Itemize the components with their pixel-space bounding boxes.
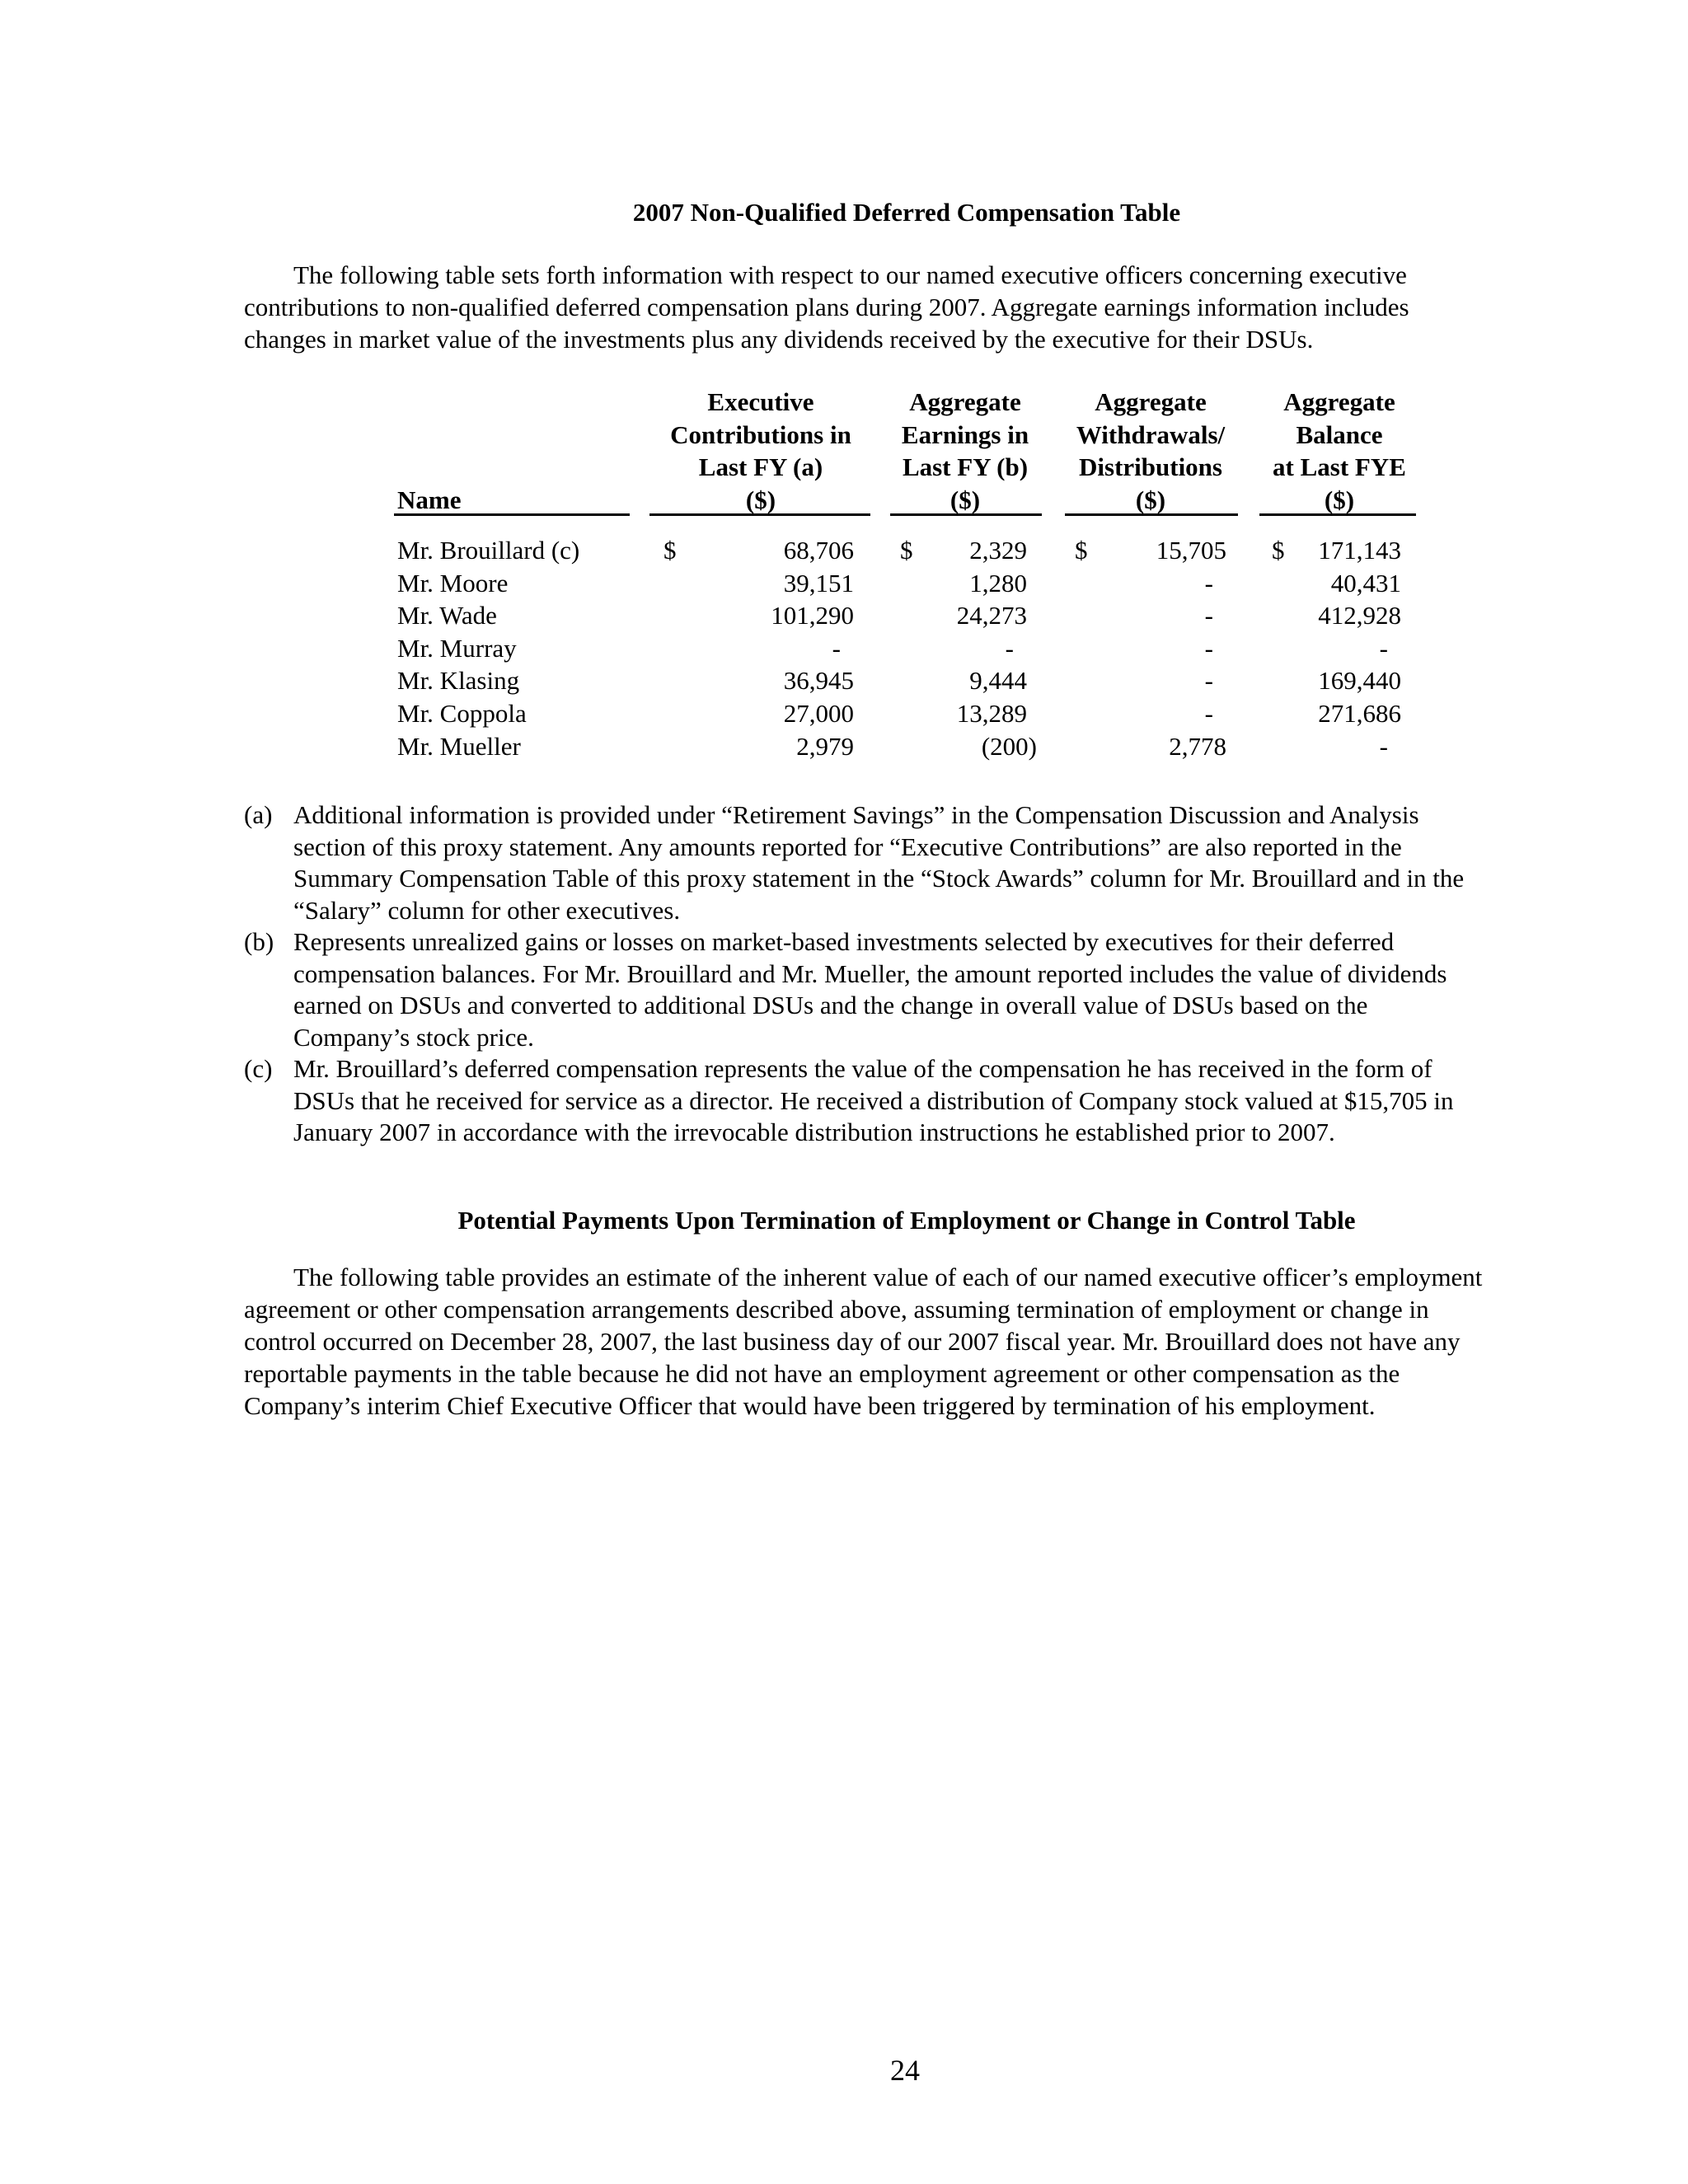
cell-earnings: 9,444	[969, 666, 1027, 696]
header-rule-name	[394, 513, 630, 516]
cell-earnings: 1,280	[969, 568, 1027, 598]
header-line: Contributions in	[670, 419, 851, 449]
header-rule-earnings	[890, 513, 1042, 516]
cell-earnings: (200)	[981, 731, 1037, 761]
cell-contrib: 68,706	[783, 536, 854, 565]
footnote-line: January 2007 in accordance with the irrevocable distribution instructions he established prior to 2007.	[293, 1118, 1335, 1146]
column-header-executive-contributions	[643, 386, 879, 516]
cell-withdrawals: -	[1204, 666, 1213, 696]
footnote-line: Mr. Brouillard’s deferred compensation represents the value of the compensation he has received in the form of	[293, 1054, 1432, 1083]
footnote-line: “Salary” column for other executives.	[293, 895, 681, 925]
header-line: Executive	[707, 387, 814, 416]
header-line: ($)	[745, 485, 776, 514]
intro-paragraph	[244, 259, 1563, 355]
cell-withdrawals: -	[1204, 601, 1213, 630]
paragraph-line: control occurred on December 28, 2007, the last business day of our 2007 fiscal year. Mr. Brouillard does not have any	[244, 1327, 1461, 1356]
cell-withdrawals: -	[1204, 568, 1213, 598]
header-rule-withdrawals	[1065, 513, 1238, 516]
cell-withdrawals: 2,778	[1169, 731, 1226, 761]
footnote-line: Additional information is provided under “Retirement Savings” in the Compensation Discussion and Analysis	[293, 800, 1419, 829]
header-line: ($)	[950, 485, 981, 514]
footnote-line: section of this proxy statement. Any amounts reported for “Executive Contributions” are also reported in the	[293, 832, 1402, 861]
paragraph-line: reportable payments in the table because he did not have an employment agreement or other compensation as the	[244, 1359, 1400, 1388]
intro-line: The following table sets forth information with respect to our named executive officers concerning executive	[293, 260, 1407, 289]
footnote-line: Represents unrealized gains or losses on market-based investments selected by executives for their deferred	[293, 927, 1395, 956]
header-line: ($)	[1135, 485, 1166, 514]
currency-symbol: $	[900, 536, 913, 565]
cell-balance: 412,928	[1318, 601, 1401, 630]
cell-balance: 271,686	[1318, 699, 1401, 728]
cell-contrib: 2,979	[796, 731, 854, 761]
header-line: Withdrawals/	[1076, 419, 1226, 449]
cell-withdrawals: -	[1204, 633, 1213, 663]
header-line: Earnings in	[901, 419, 1029, 449]
row-name: Mr. Coppola	[397, 699, 527, 728]
paragraph-line: Company’s interim Chief Executive Officer that would have been triggered by termination of his employment.	[244, 1391, 1376, 1420]
row-name: Mr. Brouillard (c)	[397, 536, 580, 565]
header-line: at Last FYE	[1273, 452, 1406, 481]
header-rule-balance	[1259, 513, 1416, 516]
section-title-potential-payments: Potential Payments Upon Termination of Employment or Change in Control Table	[457, 1206, 1356, 1235]
cell-contrib: 101,290	[771, 601, 854, 630]
cell-contrib: 36,945	[783, 666, 854, 696]
footnote-label: (b)	[244, 927, 274, 956]
column-header-aggregate-earnings	[887, 386, 1043, 516]
header-line: Aggregate	[909, 387, 1021, 416]
row-name: Mr. Moore	[397, 568, 509, 598]
currency-symbol: $	[663, 536, 677, 565]
header-line: Last FY (a)	[698, 452, 823, 481]
header-rule-contributions	[649, 513, 870, 516]
footnote-line: compensation balances. For Mr. Brouillard and Mr. Mueller, the amount reported includes the value of dividends	[293, 958, 1447, 988]
termination-paragraph	[244, 1261, 1579, 1422]
cell-earnings: 2,329	[969, 536, 1027, 565]
cell-earnings: 13,289	[956, 699, 1027, 728]
row-name: Mr. Klasing	[397, 666, 520, 696]
footnote-line: Summary Compensation Table of this proxy statement in the “Stock Awards” column for Mr. Brouillard and in the	[293, 864, 1465, 893]
cell-balance: -	[1379, 633, 1388, 663]
footnote-label: (c)	[244, 1054, 273, 1083]
cell-contrib: 39,151	[783, 568, 854, 598]
cell-balance: 169,440	[1318, 666, 1401, 696]
cell-earnings: -	[1005, 633, 1014, 663]
paragraph-line	[244, 1261, 1579, 1293]
page-number: 24	[890, 2054, 920, 2087]
row-name: Mr. Mueller	[397, 731, 521, 761]
header-line: Balance	[1296, 419, 1383, 449]
cell-contrib: 27,000	[783, 699, 854, 728]
column-header-aggregate-balance	[1261, 386, 1418, 516]
cell-balance: -	[1379, 731, 1388, 761]
column-header-name: Name	[397, 485, 462, 514]
header-line: ($)	[1324, 485, 1355, 514]
header-line: Last FY (b)	[902, 452, 1029, 481]
currency-symbol: $	[1272, 536, 1285, 565]
section-title-deferred-compensation: 2007 Non-Qualified Deferred Compensation Table	[632, 198, 1181, 227]
intro-line: contributions to non-qualified deferred compensation plans during 2007. Aggregate earnings information includes	[244, 293, 1409, 321]
footnote-label: (a)	[244, 800, 273, 829]
row-name: Mr. Wade	[397, 601, 497, 630]
cell-balance: 40,431	[1330, 568, 1401, 598]
currency-symbol: $	[1075, 536, 1088, 565]
header-line: Aggregate	[1095, 387, 1207, 416]
paragraph-line-text: The following table provides an estimate of the inherent value of each of our named executive officer’s employment	[293, 1263, 1483, 1291]
cell-contrib: -	[832, 633, 841, 663]
footnote-line: Company’s stock price.	[293, 1022, 534, 1052]
cell-withdrawals: 15,705	[1156, 536, 1226, 565]
row-name: Mr. Murray	[397, 633, 517, 663]
header-line: Distributions	[1079, 452, 1222, 481]
footnote-line: DSUs that he received for service as a director. He received a distribution of Company stock valued at $15,705 in	[293, 1085, 1454, 1115]
column-header-aggregate-withdrawals	[1062, 386, 1240, 516]
cell-balance: 171,143	[1318, 536, 1401, 565]
cell-earnings: 24,273	[956, 601, 1027, 630]
cell-withdrawals: -	[1204, 699, 1213, 728]
intro-line: changes in market value of the investments plus any dividends received by the executive for their DSUs.	[244, 325, 1314, 354]
header-line: Aggregate	[1283, 387, 1395, 416]
footnote-line: earned on DSUs and converted to additional DSUs and the change in overall value of DSUs based on the	[293, 991, 1368, 1019]
paragraph-line: agreement or other compensation arrangements described above, assuming termination of employment or change in	[244, 1295, 1429, 1324]
